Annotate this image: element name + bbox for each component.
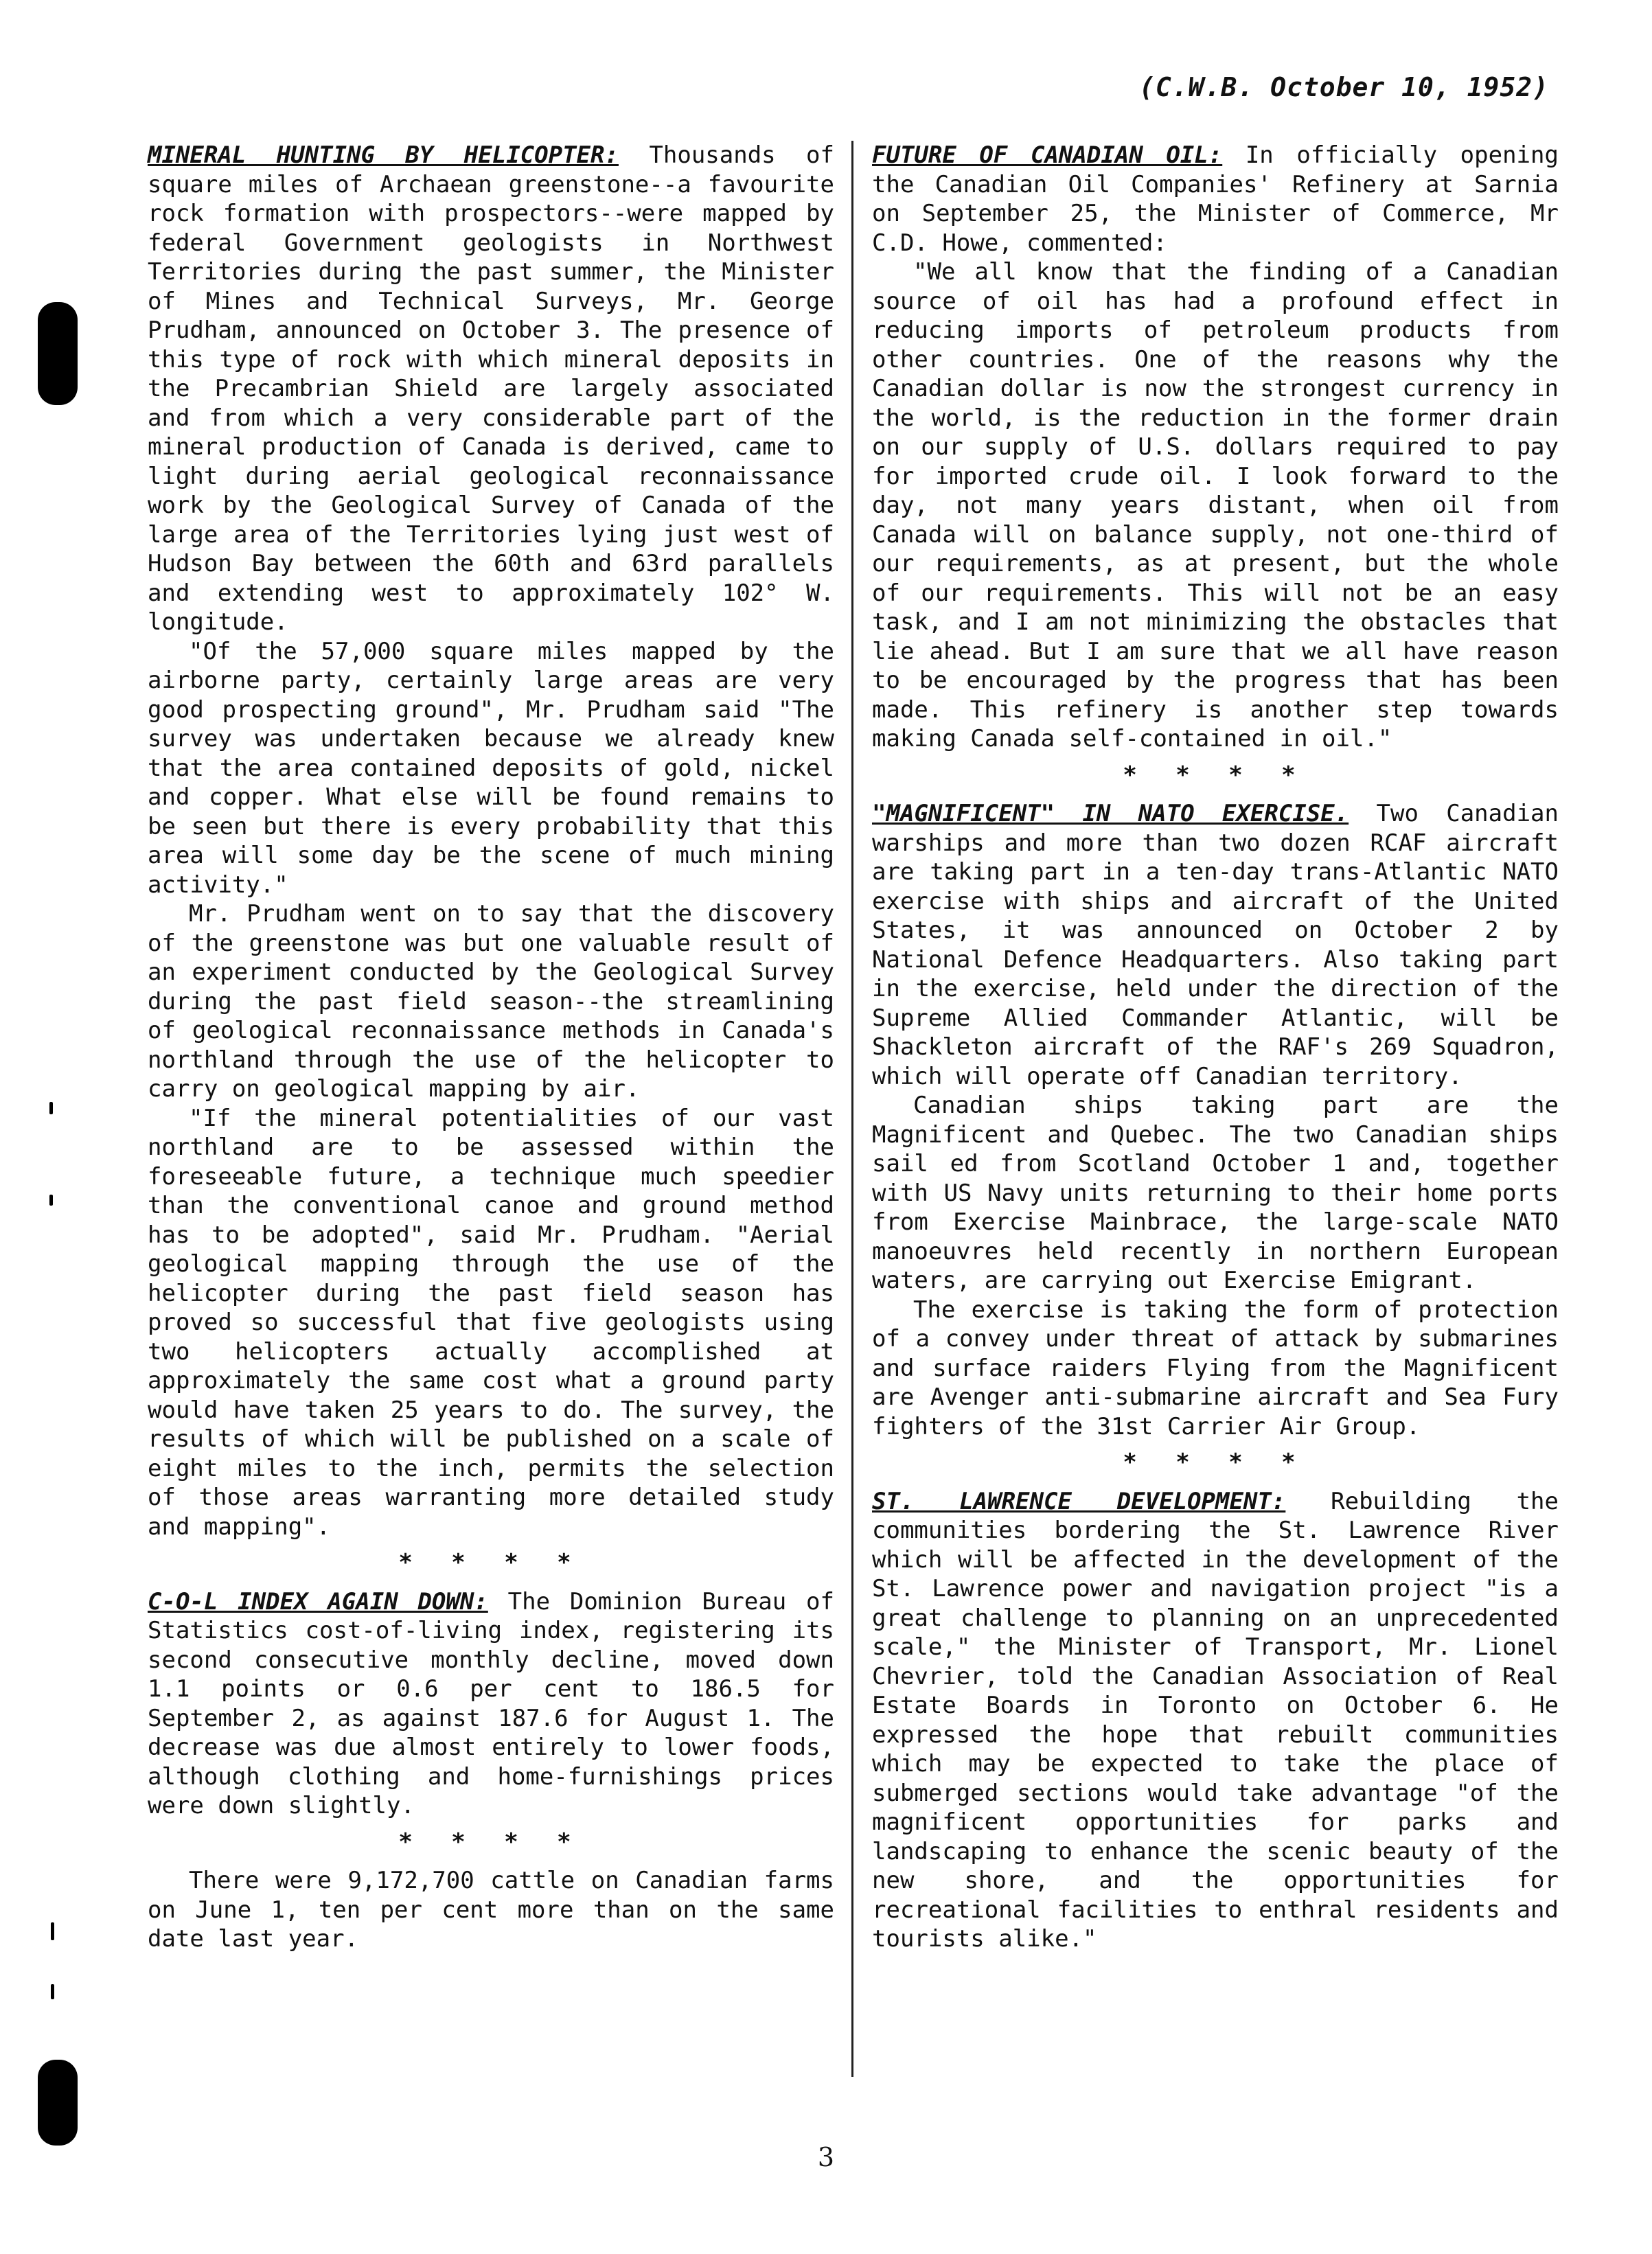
paragraph: "If the mineral potentialities of our vast northland are to be assessed within the foreseeable future, a technique much speedier than the conventional canoe and ground method has to be adopted", said Mr. Prudham. "Aerial geological mapping through the use of the helicopter during the past field season has proved so successful that five geologists using two helicopters actually accomplished at approximately the same cost what a ground party would have taken 25 years to do. The survey, the results of which will be published on a scale of eight miles to the inch, permits the selection of those areas warranting more detailed study and mapping". (148, 1104, 834, 1541)
paragraph: The exercise is taking the form of protection of a convey under threat of attack by submarines and surface raiders Flying from the Magnificent are Avenger anti-submarine aircraft and Sea Fury fighters of the 31st Carrier Air Group. (872, 1296, 1559, 1440)
headline: MINERAL HUNTING BY HELICOPTER: (148, 141, 619, 169)
left-column (148, 141, 834, 1954)
margin-mark (51, 1922, 54, 1940)
article-canadian-oil (872, 141, 1559, 257)
margin-mark (48, 340, 51, 347)
page-number: 3 (817, 2142, 835, 2172)
binder-hole-bottom (38, 2060, 78, 2146)
article-cattle: There were 9,172,700 cattle on Canadian farms on June 1, ten per cent more than on the same date last year. (148, 1867, 834, 1953)
article-col-index (148, 1587, 834, 1821)
article-nato-exercise (872, 799, 1559, 1091)
article-separator: * * * * (1123, 1449, 1308, 1476)
headline: ST. LAWRENCE DEVELOPMENT: (872, 1487, 1286, 1515)
paragraph: In officially opening the Canadian Oil Companies' Refinery at Sarnia on September 25, the Minister of Commerce, Mr C.D. Howe, commented: (872, 141, 1559, 257)
paragraph: Thousands of square miles of Archaean greenstone--a favourite rock formation with prospectors--were mapped by federal Government geologists in Northwest Territories during the past summer, the Minister of Mines and Technical Surveys, Mr. George Prudham, announced on October 3. The presence of this type of rock with which mineral deposits in the Precambrian Shield are largely associated and from which a very considerable part of the mineral production of Canada is derived, came to light during aerial geological reconnaissance work by the Geological Survey of Canada of the large area of the Territories lying just west of Hudson Bay between the 60th and 63rd parallels and extending west to approximately 102° W. longitude. (148, 141, 834, 636)
headline: C-O-L INDEX AGAIN DOWN: (148, 1587, 488, 1615)
paragraph: Two Canadian warships and more than two dozen RCAF aircraft are taking part in a ten-day trans-Atlantic NATO exercise with ships and aircraft of the United States, it was announced on October 2 by National Defence Headquarters. Also taking part in the exercise, held under the direction of the Supreme Allied Commander Atlantic, will be Shackleton aircraft of the RAF's 269 Squadron, which will operate off Canadian territory. (872, 800, 1559, 1090)
binder-hole-top (38, 302, 78, 405)
article-separator: * * * * (1123, 761, 1308, 789)
paragraph: Rebuilding the communities bordering the St. Lawrence River which will be affected in the development of the St. Lawrence power and navigation project "is a great challenge to planning on an unprecedented scale," the Minister of Transport, Mr. Lionel Chevrier, told the Canadian Association of Real Estate Boards in Toronto on October 6. He expressed the hope that rebuilt communities which may be expected to take the place of submerged sections would take advantage "of the magnificent opportunities for parks and landscaping to enhance the scenic beauty of the new shore, and the opportunities for recreational facilities to enthral residents and tourists alike." (872, 1487, 1559, 1953)
paragraph: Mr. Prudham went on to say that the discovery of the greenstone was but one valuable result of an experiment conducted by the Geological Survey during the past field season--the streamlining of geological reconnaissance methods in Canada's northland through the use of the helicopter to carry on geological mapping by air. (148, 900, 834, 1103)
paragraph: "Of the 57,000 square miles mapped by the airborne party, certainly large areas are very good prospecting ground", Mr. Prudham said "The survey was undertaken because we already knew that the area contained deposits of gold, nickel and copper. What else will be found remains to be seen but there is every probability that this area will some day be the scene of much mining activity." (148, 637, 834, 899)
right-column (872, 141, 1559, 1954)
paragraph: Canadian ships taking part are the Magnificent and Quebec. The two Canadian ships sail ed from Scotland October 1 and, together with US Navy units returning to their home ports from Exercise Mainbrace, the large-scale NATO manoeuvres held recently in northern European waters, are carrying out Exercise Emigrant. (872, 1092, 1559, 1294)
headline: "MAGNIFICENT" IN NATO EXERCISE. (872, 800, 1349, 827)
paragraph: The Dominion Bureau of Statistics cost-of-living index, registering its second consecutive monthly decline, moved down 1.1 points or 0.6 per cent to 186.5 for September 2, as against 187.6 for August 1. The decrease was due almost entirely to lower foods, although clothing and home-furnishings prices were down slightly. (148, 1587, 834, 1819)
margin-mark (49, 1102, 53, 1114)
article-st-lawrence (872, 1487, 1559, 1954)
article-separator: * * * * (398, 1828, 584, 1856)
article-separator: * * * * (398, 1549, 584, 1576)
paragraph: "We all know that the finding of a Canadian source of oil has had a profound effect in reducing imports of petroleum products from other countries. One of the reasons why the Canadian dollar is now the strongest currency in the world, is the reduction in the former drain on our supply of U.S. dollars required to pay for imported crude oil. I look forward to the day, not many years distant, when oil from Canada will on balance supply, not one-third of our requirements, as at present, but the whole of our requirements. This will not be an easy task, and I am not minimizing the obstacles that lie ahead. But I am sure that we all have reason to be encouraged by the progress that has been made. This refinery is another step towards making Canada self-contained in oil." (872, 258, 1559, 752)
bulletin-reference: (C.W.B. October 10, 1952) (1139, 72, 1549, 102)
column-divider (851, 141, 853, 2077)
margin-mark (49, 1195, 53, 1206)
article-mineral-hunting (148, 141, 834, 637)
headline: FUTURE OF CANADIAN OIL: (872, 141, 1223, 169)
margin-mark (51, 1984, 54, 1999)
